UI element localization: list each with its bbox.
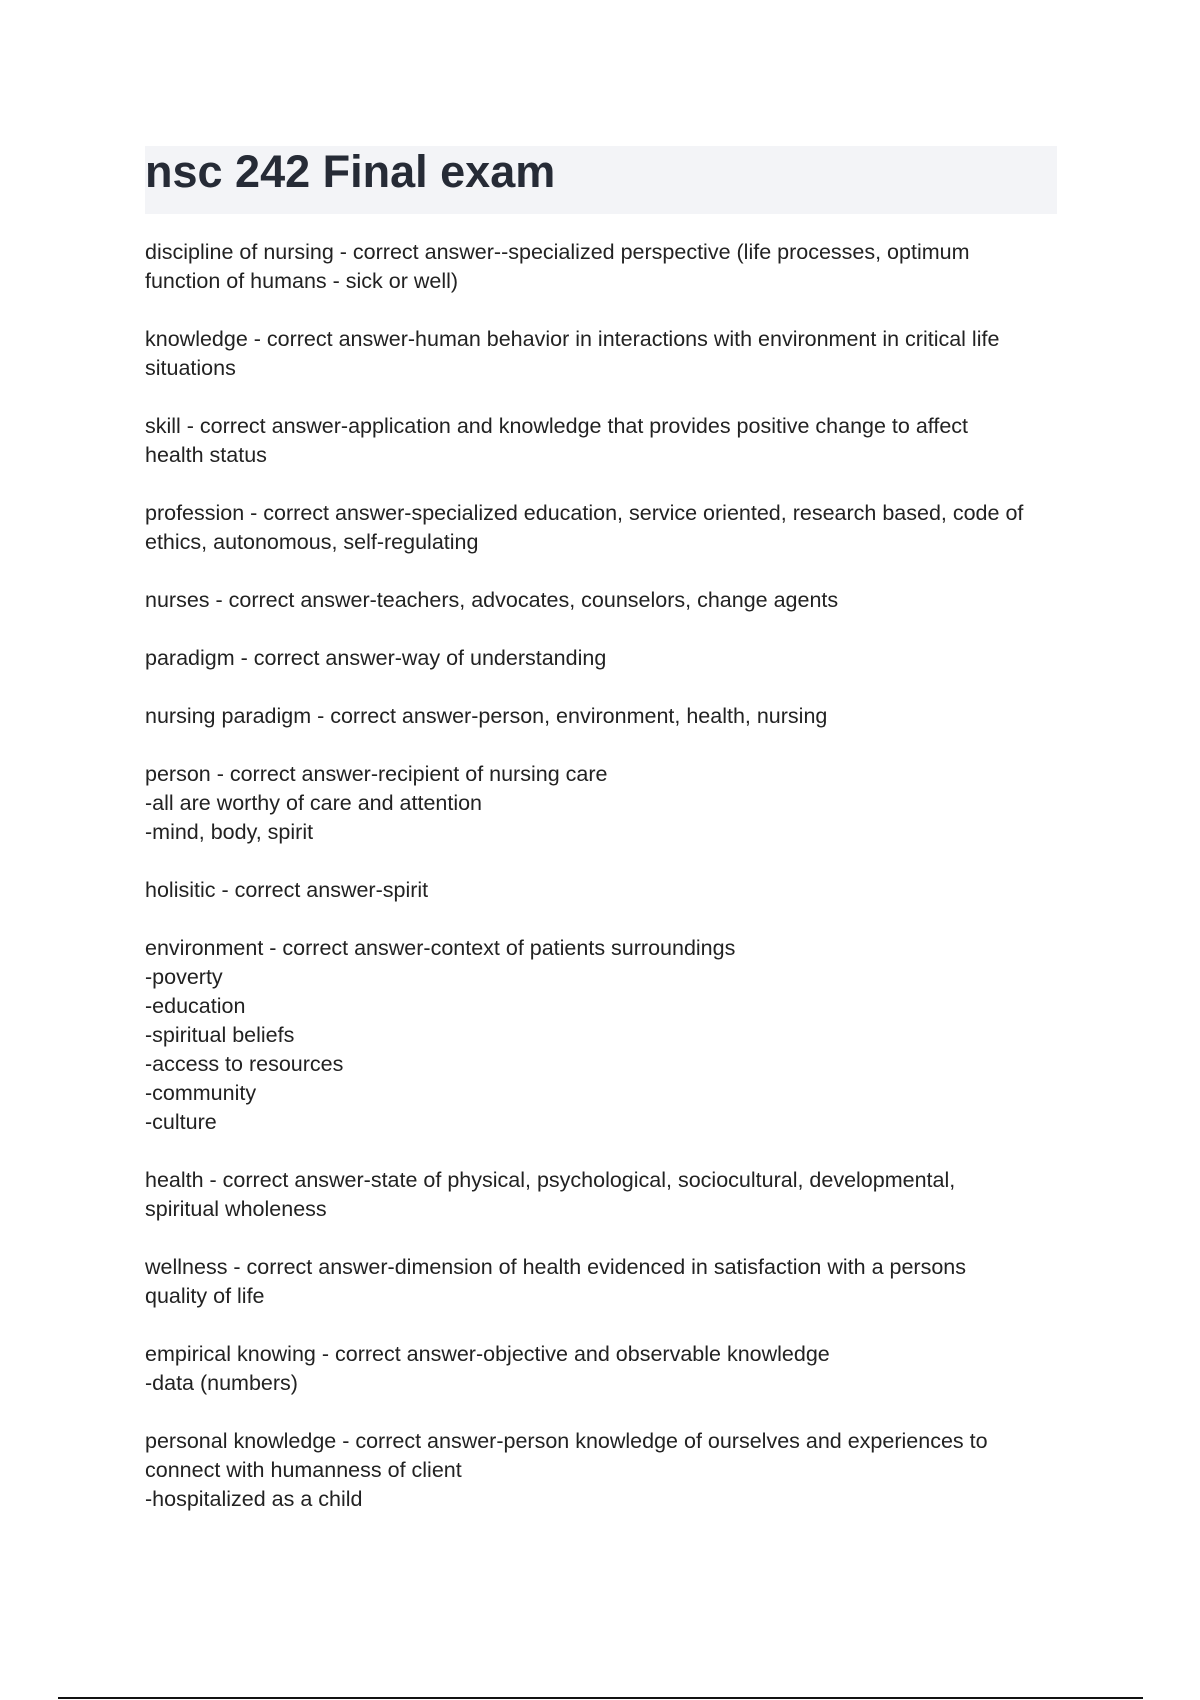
term-entry <box>145 1253 1060 1311</box>
term-definition-line: personal knowledge - correct answer-person knowledge of ourselves and experiences to <box>145 1429 988 1453</box>
definition-continuation-line: situations <box>145 356 236 380</box>
term-entry <box>145 702 1060 731</box>
term-definition-line: nursing paradigm - correct answer-person, environment, health, nursing <box>145 704 828 728</box>
definition-continuation-line: -culture <box>145 1110 217 1134</box>
title-banner <box>145 146 1057 214</box>
term-definition-line: empirical knowing - correct answer-objective and observable knowledge <box>145 1342 830 1366</box>
term-definition-line: nurses - correct answer-teachers, advocates, counselors, change agents <box>145 588 839 612</box>
page-bottom-divider <box>58 1697 1143 1699</box>
term-entry <box>145 876 1060 905</box>
term-entry <box>145 412 1060 470</box>
term-entry <box>145 325 1060 383</box>
definition-continuation-line: -poverty <box>145 965 223 989</box>
definition-continuation-line: spiritual wholeness <box>145 1197 327 1221</box>
definition-continuation-line: -all are worthy of care and attention <box>145 791 483 815</box>
term-entry <box>145 934 1060 1137</box>
term-entry <box>145 1340 1060 1398</box>
term-entry <box>145 586 1060 615</box>
term-definition-line: person - correct answer-recipient of nursing care <box>145 762 608 786</box>
term-entry <box>145 238 1060 296</box>
definition-continuation-line: -hospitalized as a child <box>145 1487 363 1511</box>
term-definition-line: profession - correct answer-specialized education, service oriented, research based, code of <box>145 501 1024 525</box>
definition-continuation-line: -education <box>145 994 246 1018</box>
definition-continuation-line: -data (numbers) <box>145 1371 298 1395</box>
term-entry <box>145 1166 1060 1224</box>
definition-continuation-line: -mind, body, spirit <box>145 820 314 844</box>
document-title: nsc 242 Final exam <box>145 146 556 197</box>
definition-continuation-line: function of humans - sick or well) <box>145 269 459 293</box>
term-entry <box>145 1427 1060 1514</box>
term-definition-line: environment - correct answer-context of patients surroundings <box>145 936 736 960</box>
term-entry <box>145 760 1060 847</box>
definition-continuation-line: -spiritual beliefs <box>145 1023 295 1047</box>
definition-continuation-line: health status <box>145 443 267 467</box>
term-definition-line: holisitic - correct answer-spirit <box>145 878 429 902</box>
definition-continuation-line: -community <box>145 1081 257 1105</box>
definition-continuation-line: ethics, autonomous, self-regulating <box>145 530 479 554</box>
term-definition-line: wellness - correct answer-dimension of health evidenced in satisfaction with a persons <box>145 1255 966 1279</box>
flashcard-list <box>145 238 1060 1543</box>
definition-continuation-line: quality of life <box>145 1284 265 1308</box>
term-definition-line: paradigm - correct answer-way of understanding <box>145 646 607 670</box>
term-definition-line: skill - correct answer-application and knowledge that provides positive change to affect <box>145 414 969 438</box>
term-entry <box>145 644 1060 673</box>
term-definition-line: discipline of nursing - correct answer--specialized perspective (life processes, optimum <box>145 240 970 264</box>
definition-continuation-line: -access to resources <box>145 1052 344 1076</box>
term-definition-line: knowledge - correct answer-human behavior in interactions with environment in critical life <box>145 327 1000 351</box>
term-entry <box>145 499 1060 557</box>
definition-continuation-line: connect with humanness of client <box>145 1458 462 1482</box>
term-definition-line: health - correct answer-state of physical, psychological, sociocultural, developmental, <box>145 1168 956 1192</box>
